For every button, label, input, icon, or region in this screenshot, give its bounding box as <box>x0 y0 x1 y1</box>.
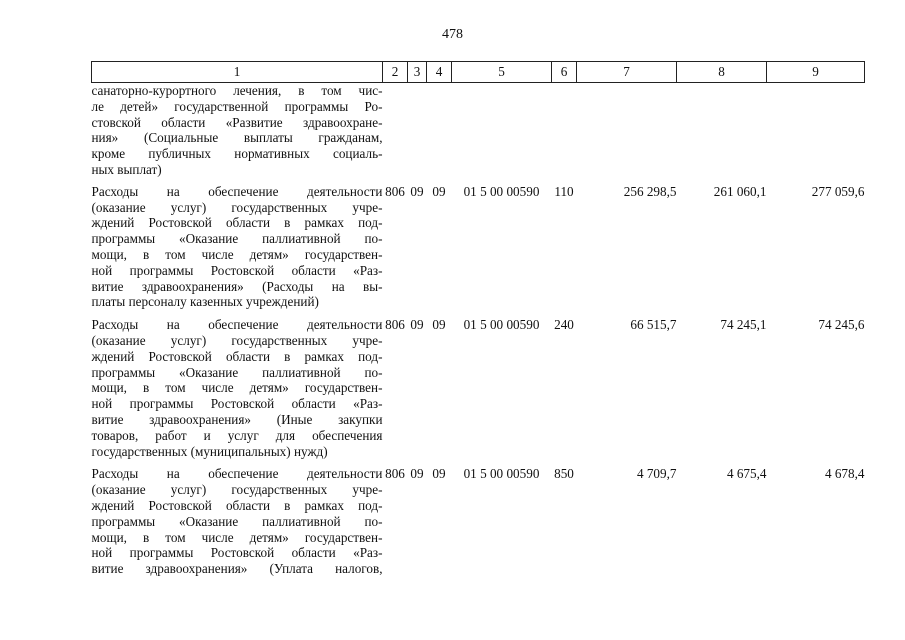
description-line: государственных (муниципальных) нужд) <box>91 443 328 459</box>
cell-subsection: 09 <box>432 183 446 199</box>
cell-amount-col8: 261 060,1 <box>713 183 767 199</box>
description-line: кроме публичных нормативных социаль- <box>91 146 383 162</box>
col-header-7: 7 <box>577 62 677 83</box>
description-line: стовской области «Развитие здравоохране- <box>91 114 383 130</box>
cell-section: 09 <box>410 466 424 482</box>
description-line: ждений Ростовской области в рамках под- <box>91 348 383 364</box>
cell-amount-col7: 256 298,5 <box>623 183 677 199</box>
cell-target-article: 01 5 00 00590 <box>463 317 540 333</box>
table-row <box>92 466 865 584</box>
description-line: Расходы на обеспечение деятельности <box>91 466 383 482</box>
cell-amount-col9: 74 245,6 <box>818 317 865 333</box>
budget-table <box>91 61 865 584</box>
description-line: ле детей» государственной программы Ро- <box>91 98 383 114</box>
description-line: мощи, в том числе детям» государствен- <box>91 529 383 545</box>
description-line: Расходы на обеспечение деятельности <box>91 183 383 199</box>
description-line: ной программы Ростовской области «Раз- <box>91 396 383 412</box>
cell-ministry-code: 806 <box>385 317 405 333</box>
description-line: (оказание услуг) государственных учре- <box>91 332 383 348</box>
description-line: ной программы Ростовской области «Раз- <box>91 262 383 278</box>
cell-target-article: 01 5 00 00590 <box>463 466 540 482</box>
description-line: ния» (Социальные выплаты гражданам, <box>91 130 383 146</box>
col-header-9: 9 <box>767 62 865 83</box>
col-header-6: 6 <box>552 62 577 83</box>
cell-amount-col8: 74 245,1 <box>720 317 767 333</box>
col-header-8: 8 <box>677 62 767 83</box>
col-header-4: 4 <box>427 62 452 83</box>
description-line: ждений Ростовской области в рамках под- <box>91 497 383 513</box>
col-header-5: 5 <box>452 62 552 83</box>
description-line: ной программы Ростовской области «Раз- <box>91 545 383 561</box>
row-description <box>92 184 383 317</box>
cell-expense-type: 850 <box>554 466 574 482</box>
cell-amount-col9: 277 059,6 <box>811 183 865 199</box>
row-description <box>92 317 383 466</box>
row-description <box>92 83 383 184</box>
cell-expense-type: 240 <box>554 317 574 333</box>
description-line: платы персоналу казенных учреждений) <box>91 294 319 310</box>
page-number: 478 <box>442 27 463 42</box>
cell-amount-col9: 4 678,4 <box>824 466 865 482</box>
col-header-3: 3 <box>408 62 427 83</box>
description-line: мощи, в том числе детям» государствен- <box>91 380 383 396</box>
description-line: мощи, в том числе детям» государствен- <box>91 246 383 262</box>
description-line: санаторно-курортного лечения, в том чис- <box>91 83 383 98</box>
cell-expense-type: 110 <box>554 183 574 199</box>
cell-ministry-code: 806 <box>385 466 405 482</box>
description-line: (оказание услуг) государственных учре- <box>91 199 383 215</box>
description-line: программы «Оказание паллиативной по- <box>91 231 383 247</box>
description-line: витие здравоохранения» (Уплата налогов, <box>91 561 383 577</box>
cell-amount-col8: 4 675,4 <box>726 466 767 482</box>
cell-subsection: 09 <box>432 317 446 333</box>
cell-section: 09 <box>410 183 424 199</box>
description-line: ных выплат) <box>91 161 162 177</box>
table-row <box>92 317 865 466</box>
cell-target-article: 01 5 00 00590 <box>463 183 540 199</box>
cell-amount-col7: 66 515,7 <box>630 317 677 333</box>
cell-amount-col7: 4 709,7 <box>636 466 677 482</box>
description-line: ждений Ростовской области в рамках под- <box>91 215 383 231</box>
description-line: Расходы на обеспечение деятельности <box>91 317 383 333</box>
description-line: товаров, работ и услуг для обеспечения <box>91 427 383 443</box>
col-header-2: 2 <box>383 62 408 83</box>
cell-ministry-code: 806 <box>385 183 405 199</box>
table-row <box>92 83 865 184</box>
description-line: витие здравоохранения» (Иные закупки <box>91 411 383 427</box>
col-header-1: 1 <box>92 62 383 83</box>
description-line: (оказание услуг) государственных учре- <box>91 482 383 498</box>
cell-subsection: 09 <box>432 466 446 482</box>
cell-section: 09 <box>410 317 424 333</box>
description-line: программы «Оказание паллиативной по- <box>91 364 383 380</box>
header-row <box>92 62 865 83</box>
description-line: витие здравоохранения» (Расходы на вы- <box>91 278 383 294</box>
table-row <box>92 184 865 317</box>
row-description <box>92 466 383 584</box>
description-line: программы «Оказание паллиативной по- <box>91 513 383 529</box>
